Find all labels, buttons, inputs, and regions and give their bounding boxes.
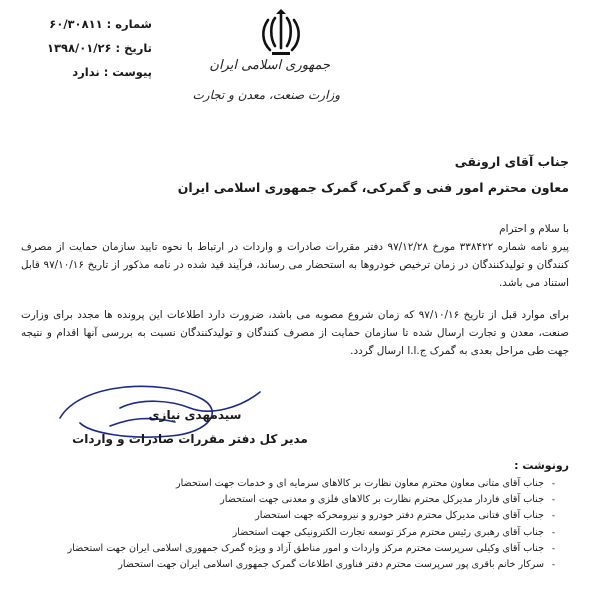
dash-bullet: - [551, 560, 556, 571]
dash-bullet: - [551, 527, 556, 538]
meta-date-value: ۱۳۹۸/۰۱/۲۶ [46, 41, 112, 55]
greeting: با سلام و احترام [499, 223, 569, 235]
dash-bullet: - [551, 511, 556, 522]
cc-list [37, 476, 557, 573]
meta-number-label: شماره : [106, 17, 152, 31]
paragraph-gap [21, 292, 569, 306]
ministry-name: وزارت صنعت، معدن و تجارت [192, 88, 340, 102]
body-paragraph-2: برای موارد قبل از تاریخ ۹۷/۱۰/۱۶ که زمان شروع مصوبه می باشد، ضرورت دارد اطلاعات این پرونده ها مجدد برای وزارت صنعت، معدن و تجارت ارسال شده تا سازمان حمایت از مصرف کنندگان و تولیدکنندگان نسبت به بررسی آنها اقدام و نتیجه جهت طی مراحل بعدی به گمرک ج.ا.ا ارسال گردد. [21, 309, 569, 357]
signer-title: مدیر کل دفتر مقررات صادرات و واردات [72, 432, 308, 446]
meta-number-value: ۶۰/۳۰۸۱۱ [49, 17, 103, 31]
iran-emblem-icon [258, 8, 304, 58]
dash-bullet: - [551, 479, 556, 489]
meta-attachment-row [22, 60, 152, 84]
cc-item-text: جناب آقای فاردار مدیرکل محترم نظارت بر کالاهای فلزی و معدنی جهت استحضار [220, 494, 544, 506]
signer-name: سیدمهدی نیازی [148, 408, 242, 422]
meta-attachment-label: پیوست : [103, 65, 152, 79]
cc-item [37, 492, 557, 508]
letter-meta [22, 12, 152, 84]
cc-item [37, 525, 557, 541]
letter-body [21, 220, 569, 360]
meta-date-row [22, 36, 152, 60]
cc-item [37, 476, 557, 492]
cc-item-text: جناب آقای متانی معاون محترم معاون نظارت بر کالاهای سرمایه ای و خدمات جهت استحضار [175, 478, 544, 489]
cc-item-text: جناب آقای رهبری رئیس محترم مرکز توسعه تجارت الکترونیکی جهت استحضار [232, 526, 544, 538]
body-paragraph-1: پیرو نامه شماره ۳۳۸۴۲۲ مورخ ۹۷/۱۲/۲۸ دفتر مقررات صادرات و واردات در ارتباط با نحوه تایید سازمان حمایت از مصرف کنندگان و تولیدکنندگان در زمان ترخیص خودروها به استحضار می رساند، فرآیند قید شده در نامه مذکور از تاریخ ۹۷/۱۰/۱۶ قابل استناد می باشد. [21, 241, 569, 289]
addressee-name: جناب آقای ارونقی [454, 154, 569, 169]
dash-bullet: - [551, 543, 556, 554]
addressee-title: معاون محترم امور فنی و گمرکی، گمرک جمهوری اسلامی ایران [177, 180, 569, 195]
dash-bullet: - [551, 495, 556, 506]
cc-item [37, 508, 557, 524]
cc-item-text: جناب آقای وکیلی سرپرست محترم مرکز واردات و امور مناطق آزاد و ویژه گمرک جمهوری اسلامی ایران جهت استحضار [67, 542, 544, 554]
cc-item-text: جناب آقای فتانی مدیرکل محترم دفتر خودرو و نیرومحرکه جهت استحضار [255, 510, 544, 522]
cc-item [37, 557, 557, 573]
cc-item [37, 541, 557, 557]
meta-attachment-value: ندارد [72, 65, 100, 79]
meta-date-label: تاریخ : [115, 41, 152, 55]
republic-name: جمهوری اسلامی ایران [209, 58, 330, 73]
meta-number-row [22, 12, 152, 36]
cc-item-text: سرکار خانم باقری پور سرپرست محترم دفتر فناوری اطلاعات گمرک جمهوری اسلامی ایران جهت استحضار [118, 559, 544, 571]
cc-title: رونوشت : [514, 459, 569, 472]
